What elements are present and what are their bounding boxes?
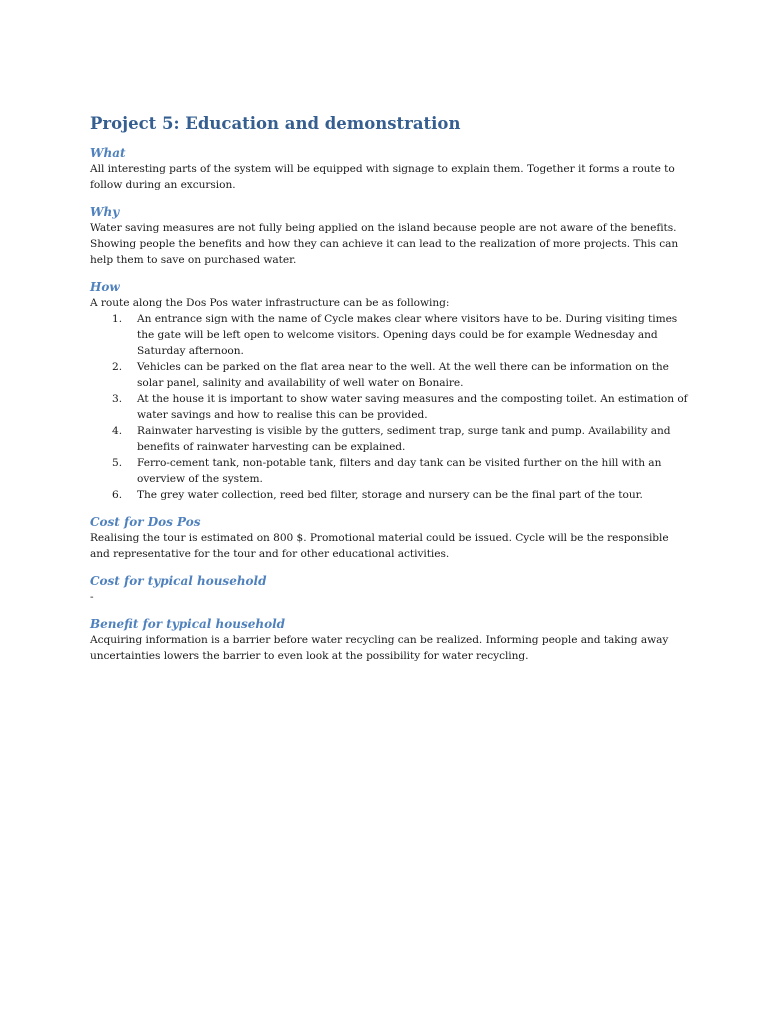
section-heading-benefit-household: Benefit for typical household xyxy=(90,617,286,631)
section-cost-household xyxy=(90,573,690,605)
section-heading-why: Why xyxy=(90,205,120,219)
list-item xyxy=(90,487,690,503)
list-item-number: 3. xyxy=(112,393,123,405)
section-cost-dos-pos xyxy=(90,514,690,562)
list-item-number: 5. xyxy=(112,457,123,469)
list-item xyxy=(90,359,690,391)
section-what xyxy=(90,145,690,193)
list-item-number: 1. xyxy=(112,313,123,325)
page-title: Project 5: Education and demonstration xyxy=(90,114,461,133)
section-text-cost-dos-pos: Realising the tour is estimated on 800 $. Promotional material could be issued. Cycle will be the responsible and representative for the tour and for other educational activities. xyxy=(90,532,669,560)
list-item-number: 4. xyxy=(112,425,123,437)
list-item-text: Rainwater harvesting is visible by the gutters, sediment trap, surge tank and pump. Availability and benefits of rainwater harvesting can be explained. xyxy=(137,425,671,453)
list-item-text: An entrance sign with the name of Cycle makes clear where visitors have to be. During visiting times the gate will be left open to welcome visitors. Opening days could be for example Wednesday and Saturday afternoon. xyxy=(137,313,678,357)
list-item-number: 2. xyxy=(112,361,123,373)
list-item xyxy=(90,455,690,487)
section-heading-cost-dos-pos: Cost for Dos Pos xyxy=(90,515,201,529)
list-item xyxy=(90,311,690,359)
section-why xyxy=(90,204,690,268)
route-steps-list xyxy=(90,311,690,503)
section-heading-cost-household: Cost for typical household xyxy=(90,574,267,588)
list-item-text: Ferro-cement tank, non-potable tank, filters and day tank can be visited further on the hill with an overview of the system. xyxy=(137,457,662,485)
list-item xyxy=(90,391,690,423)
section-heading-how: How xyxy=(90,280,120,294)
section-text-why: Water saving measures are not fully being applied on the island because people are not aware of the benefits. Showing people the benefits and how they can achieve it can lead to the realization of more projects. This can help them to save on purchased water. xyxy=(90,222,679,266)
section-intro-how: A route along the Dos Pos water infrastructure can be as following: xyxy=(90,297,450,309)
section-benefit-household xyxy=(90,616,690,664)
list-item-number: 6. xyxy=(112,489,123,501)
section-text-cost-household: - xyxy=(90,591,94,603)
list-item-text: Vehicles can be parked on the flat area near to the well. At the well there can be information on the solar panel, salinity and availability of well water on Bonaire. xyxy=(137,361,669,389)
section-text-benefit-household: Acquiring information is a barrier before water recycling can be realized. Informing people and taking away uncertainties lowers the barrier to even look at the possibility for water recycling. xyxy=(90,634,669,662)
list-item-text: At the house it is important to show water saving measures and the composting toilet. An estimation of water savings and how to realise this can be provided. xyxy=(137,393,688,421)
document-page xyxy=(90,112,690,675)
section-heading-what: What xyxy=(90,146,126,160)
list-item xyxy=(90,423,690,455)
list-item-text: The grey water collection, reed bed filter, storage and nursery can be the final part of the tour. xyxy=(137,489,643,501)
section-how xyxy=(90,279,690,503)
section-text-what: All interesting parts of the system will be equipped with signage to explain them. Together it forms a route to follow during an excursion. xyxy=(90,163,675,191)
